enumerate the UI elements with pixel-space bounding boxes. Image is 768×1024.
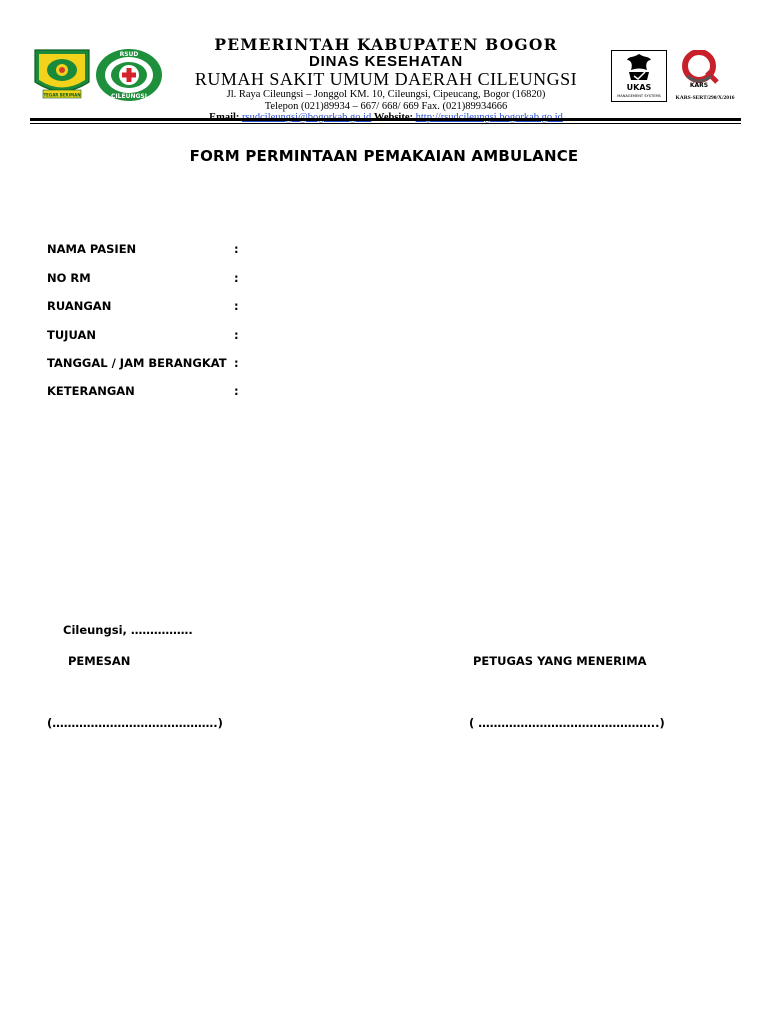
form-title: FORM PERMINTAAN PEMAKAIAN AMBULANCE: [189, 147, 579, 165]
letterhead-divider-thick: [30, 118, 741, 121]
field-colon: :: [234, 299, 239, 313]
field-label: KETERANGAN: [47, 384, 135, 398]
hospital-phone: Telepon (021)89934 – 667/ 668/ 669 Fax. (021)89934666: [264, 100, 508, 112]
field-colon: :: [234, 356, 239, 370]
pemesan-label: PEMESAN: [68, 654, 131, 668]
kars-certificate-number: KARS-SERT/290/X/2016: [675, 95, 735, 101]
field-label: NO RM: [47, 271, 91, 285]
petugas-signature-line: ( ………………………………………..): [469, 716, 665, 730]
svg-text:TEGAR BERIMAN: TEGAR BERIMAN: [43, 92, 81, 98]
svg-text:RSUD: RSUD: [119, 51, 139, 58]
hospital-address: Jl. Raya Cileungsi – Jonggol KM. 10, Cileungsi, Cipeucang, Bogor (16820): [226, 89, 546, 100]
svg-text:UKAS: UKAS: [626, 83, 652, 92]
rsud-cileungsi-logo: [94, 47, 164, 103]
place-date: Cileungsi, …………….: [63, 623, 193, 637]
field-colon: :: [234, 384, 239, 398]
ukas-certification-logo: [611, 50, 667, 102]
letterhead-divider-thin: [30, 123, 741, 124]
kars-accreditation-logo: [677, 50, 721, 88]
department-name: DINAS KESEHATAN: [309, 53, 463, 70]
field-label: RUANGAN: [47, 299, 112, 313]
field-label: TUJUAN: [47, 328, 96, 342]
government-name: PEMERINTAH KABUPATEN BOGOR: [214, 35, 558, 54]
field-colon: :: [234, 271, 239, 285]
field-colon: :: [234, 328, 239, 342]
svg-text:CILEUNGSI: CILEUNGSI: [111, 93, 147, 100]
svg-text:KARS: KARS: [689, 82, 709, 88]
svg-text:MANAGEMENT SYSTEMS: MANAGEMENT SYSTEMS: [617, 94, 661, 98]
field-colon: :: [234, 242, 239, 256]
pemesan-signature-line: (…………………………………….): [47, 716, 223, 730]
letterhead: [168, 36, 604, 124]
petugas-label: PETUGAS YANG MENERIMA: [473, 654, 647, 668]
field-label: TANGGAL / JAM BERANGKAT: [47, 356, 227, 370]
field-label: NAMA PASIEN: [47, 242, 137, 256]
kabupaten-bogor-logo: [31, 48, 93, 100]
hospital-name: RUMAH SAKIT UMUM DAERAH CILEUNGSI: [194, 69, 578, 89]
